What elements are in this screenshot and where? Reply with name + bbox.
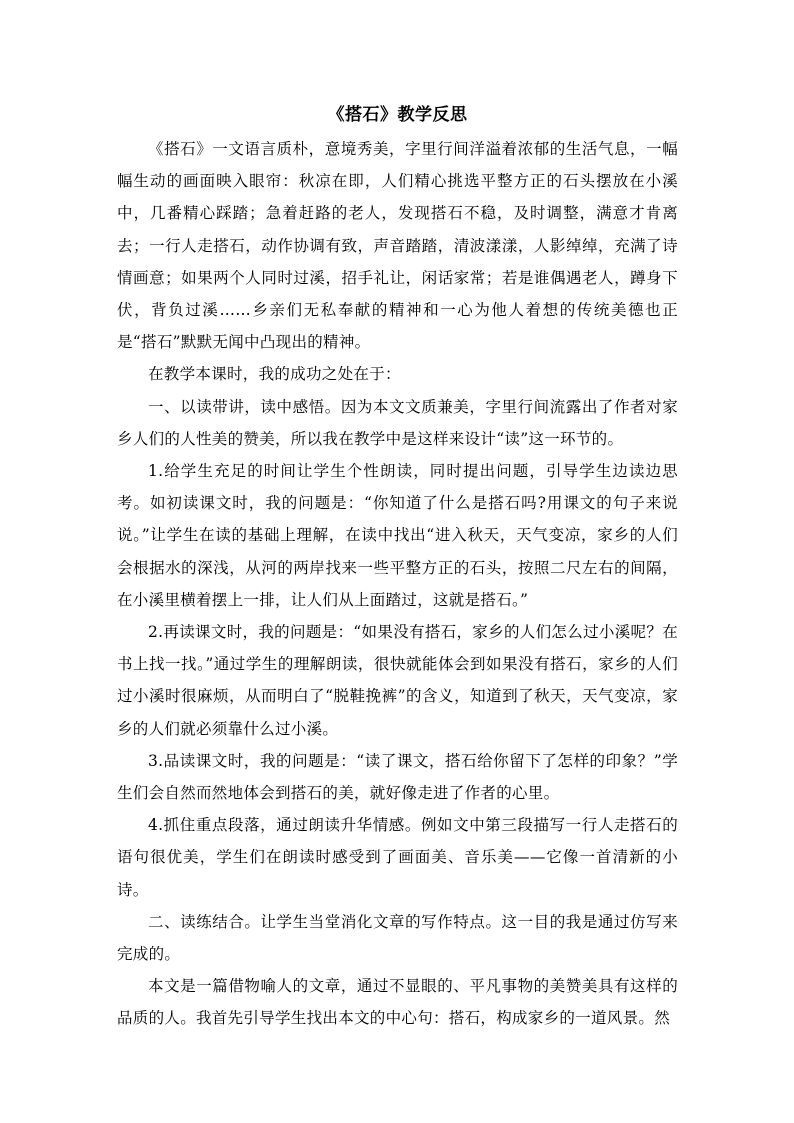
paragraph-point-2: 2.再读课文时，我的问题是：“如果没有搭石，家乡的人们怎么过小溪呢？在书上找一找。”通过学生的理解朗读，很快就能体会到如果没有搭石，家乡的人们过小溪时很麻烦，从而明白了“脱鞋挽裤”的含义，知道到了秋天，天气变凉，家乡的人们就必须靠什么过小溪。 [117, 623, 678, 738]
document-page [117, 101, 678, 1035]
paragraph-intro: 《搭石》一文语言质朴，意境秀美，字里行间洋溢着浓郁的生活气息，一幅幅生动的画面映入眼帘：秋凉在即，人们精心挑选平整方正的石头摆放在小溪中，几番精心踩踏；急着赶路的老人，发现搭石不稳，及时调整，满意才肯离去；一行人走搭石，动作协调有致，声音踏踏，清波漾漾，人影绰绰，充满了诗情画意；如果两个人同时过溪，招手礼让，闲话家常；若是谁偶遇老人，蹲身下伏，背负过溪……乡亲们无私奉献的精神和一心为他人着想的传统美德也正是“搭石”默默无闻中凸现出的精神。 [117, 140, 678, 352]
document-title: 《搭石》教学反思 [327, 105, 468, 125]
paragraph-point-1: 1.给学生充足的时间让学生个性朗读，同时提出问题，引导学生边读边思考。如初读课文时，我的问题是：“你知道了什么是搭石吗?用课文的句子来说说。”让学生在读的基础上理解，在读中找出“进入秋天，天气变凉，家乡的人们会根据水的深浅，从河的两岸找来一些平整方正的石头，按照二尺左右的间隔，在小溪里横着摆上一排，让人们从上面踏过，这就是搭石。” [117, 462, 678, 609]
paragraph-success-lead: 在教学本课时，我的成功之处在于： [148, 365, 401, 384]
paragraph-point-4: 4.抓住重点段落，通过朗读升华情感。例如文中第三段描写一行人走搭石的语句很优美，学生们在朗读时感受到了画面美、音乐美——它像一首清新的小诗。 [117, 816, 678, 899]
paragraph-imitation-writing: 本文是一篇借物喻人的文章，通过不显眼的、平凡事物的美赞美具有这样的品质的人。我首先引导学生找出本文的中心句：搭石，构成家乡的一道风景。然 [117, 977, 678, 1028]
paragraph-point-3: 3.品读课文时，我的问题是：“读了课文，搭石给你留下了怎样的印象？”学生们会自然而然地体会到搭石的美，就好像走进了作者的心里。 [117, 751, 678, 803]
paragraph-section-one: 一、以读带讲，读中感悟。因为本文文质兼美，字里行间流露出了作者对家乡人们的人性美的赞美，所以我在教学中是这样来设计“读”这一环节的。 [117, 397, 678, 448]
paragraph-section-two: 二、读练结合。让学生当堂消化文章的写作特点。这一目的我是通过仿写来完成的。 [117, 912, 678, 964]
document-body [117, 133, 678, 1035]
